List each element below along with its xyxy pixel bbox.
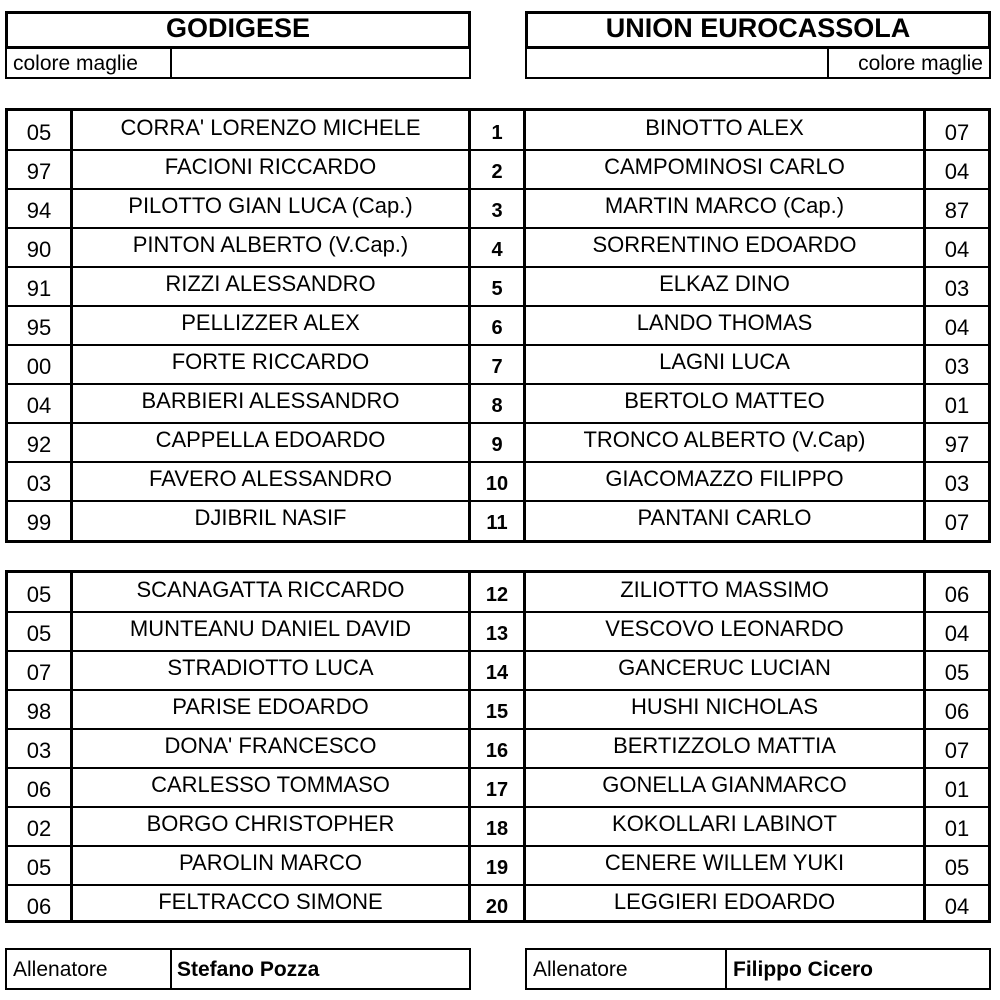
roster-row <box>8 501 988 540</box>
away-birth-year: 06 <box>944 699 970 724</box>
home-player-name: SCANAGATTA RICCARDO <box>136 577 405 602</box>
shirt-number: 14 <box>485 662 509 684</box>
home-birth-year: 04 <box>26 393 52 418</box>
away-player-name: ZILIOTTO MASSIMO <box>620 577 829 602</box>
home-birth-year: 97 <box>26 159 52 184</box>
shirt-number: 7 <box>491 356 503 378</box>
home-team-title: GODIGESE <box>5 11 471 49</box>
away-birth-year: 07 <box>944 120 970 145</box>
home-player-name: DJIBRIL NASIF <box>194 505 347 530</box>
column-divider <box>923 111 926 540</box>
home-coach-box <box>5 948 471 990</box>
home-jersey-color-label: colore maglie <box>13 52 138 75</box>
away-birth-year: 07 <box>944 510 970 535</box>
home-birth-year: 99 <box>26 510 52 535</box>
roster-row <box>8 423 988 462</box>
column-divider <box>70 111 73 540</box>
away-birth-year: 01 <box>944 816 970 841</box>
roster-row <box>8 807 988 846</box>
home-coach-separator <box>170 950 172 988</box>
away-coach-label: Allenatore <box>533 958 628 981</box>
away-birth-year: 97 <box>944 432 970 457</box>
home-jersey-color-box <box>5 49 471 79</box>
shirt-number: 9 <box>491 434 503 456</box>
home-birth-year: 94 <box>26 198 52 223</box>
roster-row <box>8 651 988 690</box>
away-jersey-color-separator <box>827 49 829 77</box>
roster-row <box>8 768 988 807</box>
home-player-name: MUNTEANU DANIEL DAVID <box>129 616 412 641</box>
away-player-name: CENERE WILLEM YUKI <box>604 850 845 875</box>
roster-row <box>8 384 988 423</box>
home-player-name: PINTON ALBERTO (V.Cap.) <box>132 232 409 257</box>
away-coach-name: Filippo Cicero <box>733 958 874 981</box>
home-birth-year: 05 <box>26 621 52 646</box>
home-birth-year: 06 <box>26 894 52 919</box>
home-birth-year: 90 <box>26 237 52 262</box>
roster-row <box>8 612 988 651</box>
home-player-name: BARBIERI ALESSANDRO <box>141 388 400 413</box>
home-player-name: FAVERO ALESSANDRO <box>149 466 392 491</box>
home-player-name: CARLESSO TOMMASO <box>151 772 390 797</box>
away-birth-year: 07 <box>944 738 970 763</box>
home-coach-label: Allenatore <box>13 958 108 981</box>
home-player-name: FORTE RICCARDO <box>171 349 370 374</box>
shirt-number: 12 <box>485 584 509 606</box>
home-player-name: PARISE EDOARDO <box>172 694 369 719</box>
away-player-name: HUSHI NICHOLAS <box>630 694 819 719</box>
roster-row <box>8 306 988 345</box>
away-birth-year: 04 <box>944 237 970 262</box>
shirt-number: 10 <box>485 473 509 495</box>
home-birth-year: 05 <box>26 855 52 880</box>
column-divider <box>523 111 526 540</box>
roster-row <box>8 267 988 306</box>
away-player-name: GANCERUC LUCIAN <box>618 655 831 680</box>
away-player-name: LAGNI LUCA <box>659 349 790 374</box>
away-team-title: UNION EUROCASSOLA <box>525 11 991 49</box>
home-player-name: DONA' FRANCESCO <box>164 733 377 758</box>
home-birth-year: 03 <box>26 738 52 763</box>
roster-row <box>8 228 988 267</box>
home-player-name: CAPPELLA EDOARDO <box>155 427 386 452</box>
home-birth-year: 06 <box>26 777 52 802</box>
home-player-name: FELTRACCO SIMONE <box>158 889 383 914</box>
away-birth-year: 87 <box>944 198 970 223</box>
home-player-name: FACIONI RICCARDO <box>164 154 377 179</box>
reserves-roster <box>5 570 991 923</box>
home-coach-name: Stefano Pozza <box>177 958 320 981</box>
shirt-number: 6 <box>491 317 503 339</box>
roster-row <box>8 150 988 189</box>
shirt-number: 2 <box>491 161 503 183</box>
away-player-name: KOKOLLARI LABINOT <box>612 811 837 836</box>
shirt-number: 13 <box>485 623 509 645</box>
shirt-number: 11 <box>486 512 508 534</box>
shirt-number: 17 <box>485 779 509 801</box>
roster-row <box>8 345 988 384</box>
away-jersey-color-box <box>525 49 991 79</box>
starters-roster <box>5 108 991 543</box>
away-birth-year: 01 <box>944 393 970 418</box>
home-birth-year: 98 <box>26 699 52 724</box>
home-birth-year: 02 <box>26 816 52 841</box>
away-birth-year: 03 <box>944 276 970 301</box>
roster-row <box>8 729 988 768</box>
away-player-name: TRONCO ALBERTO (V.Cap) <box>583 427 866 452</box>
roster-row <box>8 846 988 885</box>
home-birth-year: 92 <box>26 432 52 457</box>
home-birth-year: 05 <box>26 120 52 145</box>
away-birth-year: 04 <box>944 315 970 340</box>
roster-row <box>8 111 988 150</box>
home-player-name: RIZZI ALESSANDRO <box>165 271 376 296</box>
away-birth-year: 06 <box>944 582 970 607</box>
home-player-name: CORRA' LORENZO MICHELE <box>120 115 421 140</box>
away-birth-year: 04 <box>944 621 970 646</box>
home-player-name: PELLIZZER ALEX <box>181 310 360 335</box>
away-player-name: BERTIZZOLO MATTIA <box>613 733 836 758</box>
away-player-name: MARTIN MARCO (Cap.) <box>604 193 845 218</box>
away-birth-year: 03 <box>944 354 970 379</box>
home-player-name: BORGO CHRISTOPHER <box>146 811 395 836</box>
home-birth-year: 91 <box>26 276 52 301</box>
column-divider <box>70 573 73 920</box>
away-birth-year: 03 <box>944 471 970 496</box>
away-player-name: BINOTTO ALEX <box>645 115 804 140</box>
roster-row <box>8 573 988 612</box>
away-birth-year: 04 <box>944 894 970 919</box>
home-jersey-color-separator <box>170 49 172 77</box>
shirt-number: 20 <box>485 896 509 918</box>
shirt-number: 18 <box>485 818 509 840</box>
away-player-name: VESCOVO LEONARDO <box>605 616 844 641</box>
shirt-number: 8 <box>491 395 503 417</box>
shirt-number: 3 <box>491 200 503 222</box>
away-birth-year: 01 <box>944 777 970 802</box>
away-player-name: BERTOLO MATTEO <box>624 388 825 413</box>
away-birth-year: 05 <box>944 855 970 880</box>
home-player-name: PAROLIN MARCO <box>179 850 362 875</box>
roster-row <box>8 690 988 729</box>
away-player-name: PANTANI CARLO <box>637 505 812 530</box>
away-player-name: LEGGIERI EDOARDO <box>613 889 836 914</box>
shirt-number: 16 <box>485 740 509 762</box>
column-divider <box>468 573 471 920</box>
column-divider <box>468 111 471 540</box>
away-player-name: LANDO THOMAS <box>636 310 813 335</box>
home-birth-year: 07 <box>26 660 52 685</box>
shirt-number: 5 <box>491 278 503 300</box>
away-birth-year: 05 <box>944 660 970 685</box>
shirt-number: 19 <box>485 857 509 879</box>
away-birth-year: 04 <box>944 159 970 184</box>
home-player-name: STRADIOTTO LUCA <box>167 655 374 680</box>
away-jersey-color-label: colore maglie <box>858 52 983 75</box>
away-coach-separator <box>725 950 727 988</box>
away-coach-box <box>525 948 991 990</box>
shirt-number: 15 <box>485 701 509 723</box>
column-divider <box>923 573 926 920</box>
away-player-name: GONELLA GIANMARCO <box>602 772 847 797</box>
shirt-number: 1 <box>491 122 503 144</box>
home-birth-year: 95 <box>26 315 52 340</box>
home-birth-year: 03 <box>26 471 52 496</box>
away-player-name: SORRENTINO EDOARDO <box>592 232 857 257</box>
away-player-name: GIACOMAZZO FILIPPO <box>605 466 844 491</box>
roster-row <box>8 885 988 924</box>
roster-row <box>8 189 988 228</box>
home-birth-year: 00 <box>26 354 52 379</box>
home-birth-year: 05 <box>26 582 52 607</box>
shirt-number: 4 <box>491 239 503 261</box>
home-player-name: PILOTTO GIAN LUCA (Cap.) <box>128 193 413 218</box>
away-player-name: ELKAZ DINO <box>659 271 790 296</box>
away-player-name: CAMPOMINOSI CARLO <box>604 154 845 179</box>
column-divider <box>523 573 526 920</box>
roster-row <box>8 462 988 501</box>
